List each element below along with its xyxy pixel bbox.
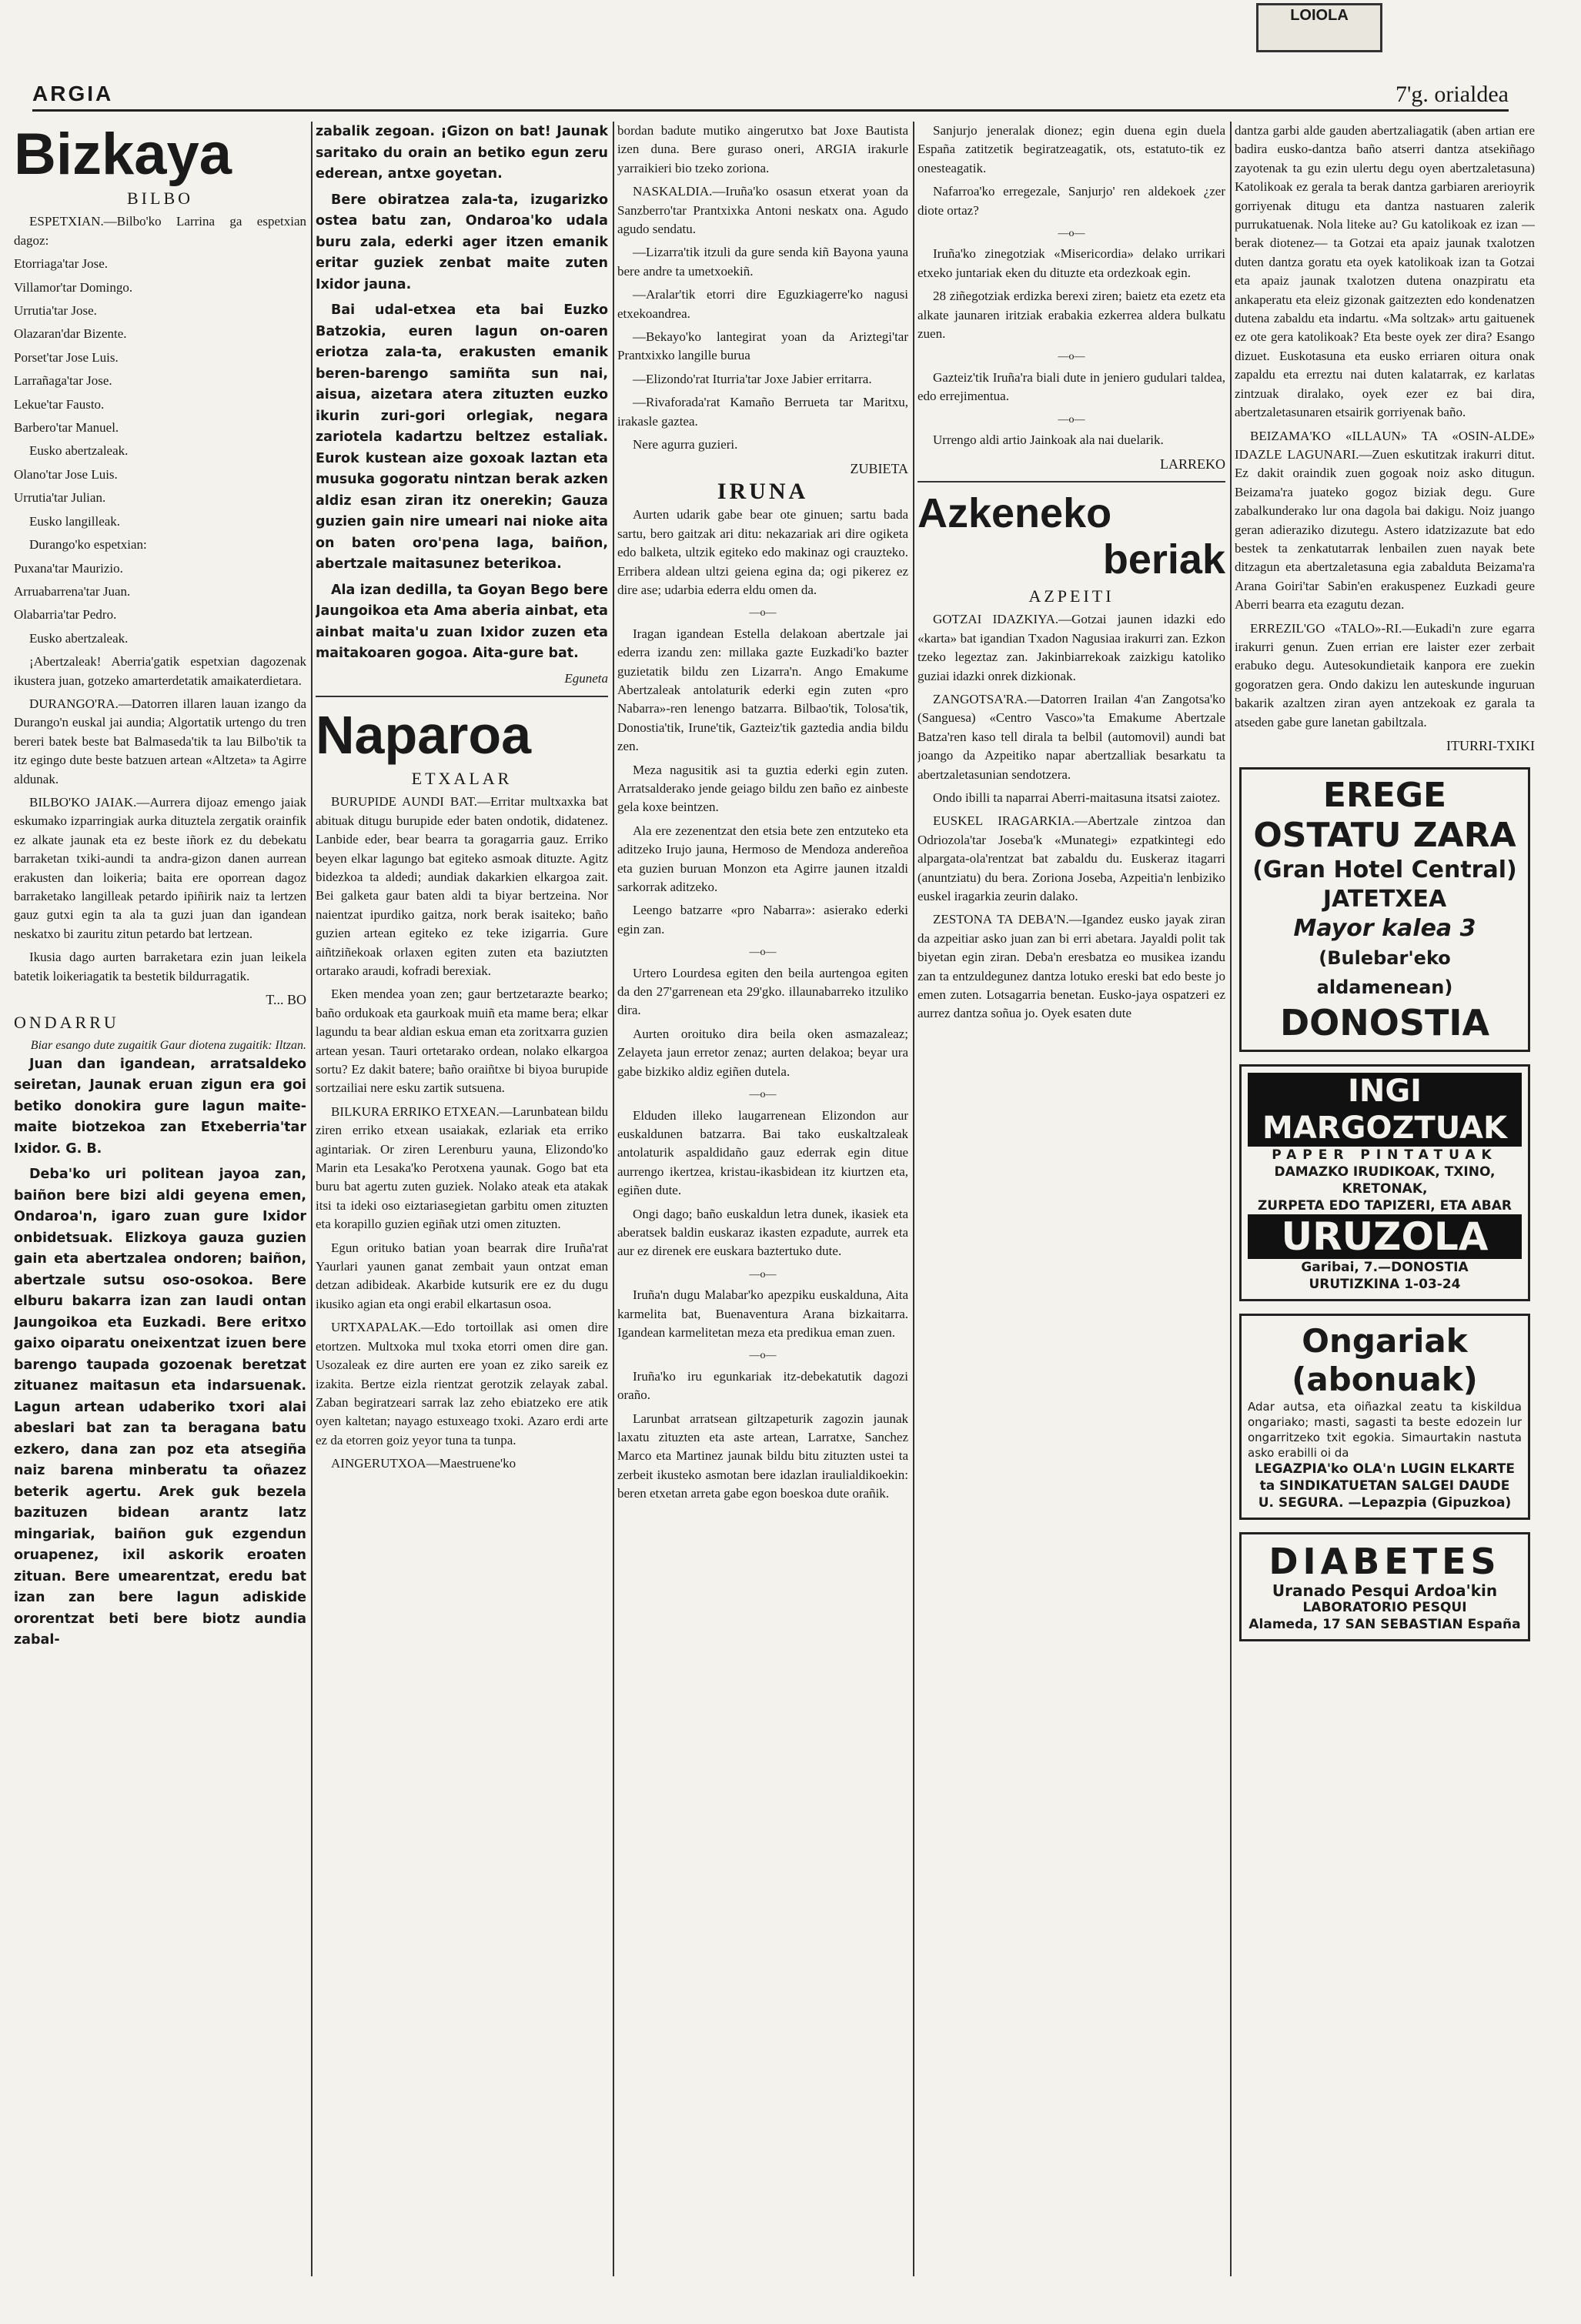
article-paragraph: Larunbat arratsean giltzapeturik zagozin jaunak laxatu zituzten eta aste artean, Larratxe, Sanchez Marco eta Martinez jaunak bildu bitu zituzten ustei ta zerbeit ikusteko asmotan bere idazlan iraulialdikoekin: beren etxetan arreta gabe egon boeskoa dute orañik. [617,1411,908,1501]
article-paragraph: Ondo ibilli ta naparrai Aberri-maitasuna itsatsi zaiotez. [933,790,1221,805]
ad-line: Garibai, 7.—DONOSTIA [1301,1260,1469,1276]
article-paragraph: Eusko langilleak. [29,513,121,529]
article-paragraph: AINGERUTXOA—Maestruene'ko [331,1456,516,1471]
ad-line: (Bulebar'eko aldamenean) [1316,947,1453,999]
article-paragraph: bordan badute mutiko aingerutxo bat Joxe Bautista izen duna. Bere guraso oneri, ARGIA irakurle yarraikieri bio tzeko zoriona. [617,123,908,175]
ad-headline: Ongariak (abonuak) [1292,1322,1478,1399]
article-paragraph: Eusko abertzaleak. [29,443,129,459]
library-stamp: LOIOLA [1256,3,1382,52]
column-3 [617,122,908,2276]
article-paragraph: Durango'ko espetxian: [29,537,147,553]
article-paragraph: DURANGO'RA.—Datorren illaren lauan izango da Durango'n euskal jai aundia; Algortatik urtengo du tren bereri batek beste bat Balmaseda'tik ta lau Bilbo'tik ta itz egingo dute beste batzuen artean «Altzeta» ta Agirre aldunak. [14,696,306,786]
list-item: Villamor'tar Domingo. [14,279,133,295]
subsection-ondarru: ONDARRU [14,1013,119,1033]
list-item: Puxana'tar Maurizio. [14,560,123,576]
list-item: Larrañaga'tar Jose. [14,373,112,389]
list-item: Urrutia'tar Jose. [14,303,97,319]
ad-headline: INGI MARGOZTUAK [1248,1073,1522,1147]
article-paragraph: Deba'ko uri politean jayoa zan, baiñon bere bizi aldi geyena emen, Ondaroa'n, igaro zuan gure Ixidor onbidetsuak. Elizkoya gauza guzien gain eta abertzalea ondoren; baiñon, abertzale sutsu oso-osokoa. Bere elburu bakarra izan zan Iaudi ontan Jaungoikoa eta Euzkadi. Bere eritxo gaixo oiparatu oneixentzat izuen bere barengo taupada gozoenak beretzat zituanez maitasun eta indarsuenak. Lagun artean udaberiko txori alai abeslari bat zan ta beragana batu ezkero, dana zan poz eta atsegiña naiz barena minberatu ta oñazez beterik agertu. Arek guk bezela bazituzen bidean arantz latz mingariak, baiñon guk ezgendun oruapenez, ixil askorik eroaten zituan. Bere umearentzat, eredu bat izan zan bere lagun adiskide ororentzat beti bere biotz aundia zabal- [14,1167,306,1648]
article-paragraph: Bere obiratzea zala-ta, izugarizko ostea batu zan, Ondaroa'ko udala buru zala, ederki ager itzen emanik eritar guziek zenbat maite zuten Ixidor jauna. [316,192,608,292]
article-paragraph: —Lizarra'tik itzuli da gure senda kiñ Bayona yauna bere andre ta umetxoekiñ. [617,245,908,279]
subsection-iruna: IRUNA [717,478,809,504]
article-paragraph: Ikusia dago aurten barraketara ezin juan leikela batetik loikeriagatik ta bestetik bildurragatik. [14,950,306,983]
subsection-azpeiti: AZPEITI [1028,586,1115,606]
ad-line: Alameda, 17 SAN SEBASTIAN España [1248,1617,1521,1633]
ad-line: DAMAZKO IRUDIKOAK, TXINO, KRETONAK, [1274,1164,1496,1197]
article-paragraph: ESPETXIAN.—Bilbo'ko Larrina ga espetxian dagoz: [14,214,306,248]
article-paragraph: —Elizondo'rat Iturria'tar Joxe Jabier erritarra. [633,371,872,386]
separator: —o— [749,607,777,619]
ad-headline: EREGE OSTATU ZARA [1253,776,1516,856]
article-paragraph: BILKURA ERRIKO ETXEAN.—Larunbatean bildu ziren erriko etxean usaiakak, ezlariak eta erriko agintariak. Or ziren Lerenburu yauna, Elizondo'ko Marin eta Lesaka'ko Perotxena yaunak. Gogo bat eta buru bat agertu zuten guziek. Nolako ateak eta atakak itsi ta ideki oso eiztariasegietan garbitu omen zituzten eta korapillo guzien egiñak utzi omen zituzten. [316,1104,608,1232]
article-paragraph: Ala izan dedilla, ta Goyan Bego bere Jaungoikoa eta Ama aberia ainbat, eta ainbat maita'u zuan Ixidor zuzen eta maitakoaren gogoa. Aita-gure bat. [316,582,608,661]
column-4 [918,122,1225,2276]
newspaper-name: ARGIA [32,82,114,105]
article-paragraph: ¡Abertzaleak! Aberria'gatik espetxian dagozenak ikustera juan, gotzeko amarterdetatik amaikaterdietara. [14,654,306,688]
article-paragraph: Nere agurra guzieri. [633,437,738,452]
article-paragraph: 28 ziñegotziak erdizka berexi ziren; baietz eta ezetz eta alkate jaunaren iritziak erabakia ezkerrea aldera bulkatu zuen. [918,289,1225,342]
article-paragraph: GOTZAI IDAZKIYA.—Gotzai jaunen idazki edo «karta» bat igandian Txadon Nagusiaa irakurri zan. Ezkon tzeko legeztaz zan. Jakinbiarrekoak zaizkigu katoliko guziai idazki onrek dizkionak. [918,612,1225,683]
ad-line: JATETXEA [1322,886,1447,913]
article-paragraph: Ongi dago; baño euskaldun letra dunek, ikasiek eta aberatsek baldin euskaraz ikasten ezpadute, aurrek eta aur ez direnek ere euskara baztertuko dute. [617,1206,908,1259]
column-1 [14,122,306,2276]
article-paragraph: zabalik zegoan. ¡Gizon on bat! Jaunak saritako du orain an betiko egun zeru ederean, antxe goyetan. [316,124,608,182]
article-paragraph: Elduden illeko laugarrenean Elizondon aur euskaldunen batzarra. Bai tako euskaltzaleak antolaturik aspaldidaño gauz ederrak egin ditue aurrengo ikertzea, kristau-ikasbidean itz kiurtzen eta, egiñen dute. [617,1107,908,1198]
ad-line: LABORATORIO PESQUI [1302,1600,1467,1616]
article-signature: ITURRI-TXIKI [1446,738,1535,753]
article-paragraph: ZESTONA TA DEBA'N.—Igandez eusko jayak ziran da azpeitiar asko juan zan bi erri abetara. Jayaldi polit tak biyetan egin ziran. Deba'n eresbatza eo musikea izandu zan ta entzuldegunez dantza lotuko ereski bat edo beste jo emen zuten. Lotsagarria benetan. Eusko-jaya ospatzeri ez aurrez dantza soñua jo. Oyek esaten dute [918,912,1225,1021]
ad-line: PAPER PINTATUAK [1272,1147,1498,1164]
article-paragraph: Eusko abertzaleak. [29,630,129,646]
list-item: Olazaran'dar Bizente. [14,326,127,342]
article-paragraph: Iruña'ko iru egunkariak itz-debekatutik dagozi oraño. [617,1368,908,1403]
article-paragraph: Aurten oroituko dira beila oken asmazaleaz; Zelayeta jaun erretor zenaz; aurten delakoa; beyar ura gabe bizkiko aldiz egiñen dutela. [617,1026,908,1079]
article-paragraph: Aurten udarik gabe bear ote ginuen; sartu bada sartu, bero gaitzak ari ditu: nekazariak ari dire ogiketa edo balketa, ultzik egiteko edo makinaz ogi crauzteko. Erribera aldean ultzi geiena egina da; ogi pikerez ez dire ase; udarbia ederra eldu omen da. [617,507,908,597]
ad-line: URUTIZKINA 1-03-24 [1309,1277,1461,1293]
subsection-etxalar: ETXALAR [411,768,513,788]
article-paragraph: BILBO'KO JAIAK.—Aurrera dijoaz emengo jaiak eskumako izparringiak aurka dituztela zergatik orainfik ez alkate jaunak eta ez beste iñork ez du debekatu barraketan txiki-aundi ta andra-gizon danen aurrean erakusten dan loikeria; baita ere oporrean dagoz barraketako langilleak petardo ipiñirik naiz ta lertzen gauz gutxi egin ta ala ta guzi juan dan igandean neskatxo bi zauritu zitun petardo bat lertzean. [14,794,306,941]
subsection-bilbo: BILBO [127,189,193,208]
article-paragraph: Leengo batzarre «pro Nabarra»: asierako ederki egin zan. [617,903,908,937]
section-title-bizkaya: Bizkaya [14,122,232,187]
article-paragraph: Sanjurjo jeneralak dionez; egin duena egin duela España zatitzetik begiratzeagatik, ots, estatuto-tik ez onesteagatik. [918,123,1225,175]
list-item: Olabarria'tar Pedro. [14,607,117,623]
separator: —o— [1058,413,1085,426]
separator: —o— [1058,351,1085,363]
section-title-azkeneko: Azkeneko [918,489,1112,536]
article-paragraph: Juan dan igandean, arratsaldeko seiretan, Jaunak eruan zigun era goi betiko donokira gure lagun maite-maite biotzekoa zan Etxeberria'tar Ixidor. G. B. [14,1056,306,1157]
column-divider [1230,122,1232,2276]
article-paragraph: dantza garbi alde gauden abertzaliagatik (aben artian ere badira eusko-dantza baño atserri dantza atsekiñago zayotenak ta gu ezin ulertu degu oyen abertzaletasuna) Katolikoak ez gerala ta berak dantza garbiaren arerioyrik gorriyenak ditugu eta dantza nastuaren zalerik purrukatuenak. Nola liteke au? Gu katolikoak ez izan —berak diotenez— ta Gotzai eta apaiz jaunak txalotzen duten dantza goratu eta oyek katolikoak izan ta Gotzai eta apaiz jaunak txalotzen dutena onazpiratu eta ankaperatu eta eleiz gizonak gaitzezten edo kondenatzen dutena zabaldu eta indartu. «Ma soltzak» artu gaituenek ez ote gera katolikoak? Eta beste oyek zer dira? Esango dizuet. Euskotasuna eta eusko erriaren oitura onak zapaldu eta erreztu nai duten kalatarrak, ez karlatas zintzuak diralako, oyek ezer ez bai dira, abertzaletasunaren etsairik gorriyenak baño. [1235,123,1535,420]
article-paragraph: Bai udal-etxea eta bai Euzko Batzokia, euren lagun on-oaren eriotza zala-ta, erakusten emanik beren-barengo samiñta sun nai, aisua, aizetara atera zituzten euzko ikurin zuri-gori orlegiak, negara zariotela kadartzu beltzez estaliak. Eurok kustean aize goxoak laztan eta musuka gogoratu nintzan berak azken aldiz esan ziran itz onerekin; Gauza guzien gain nire umeari nai nioke aita on baten oro'pena laga, baiñon, abertzale maitasunez beterikoa. [316,302,608,572]
article-paragraph: Iruña'n dugu Malabar'ko apezpiku euskalduna, Aita karmelita bat, Buenaventura Arana bizkaitarra. Igandean karmelitetan meza eta predikua eman zuen. [617,1287,908,1340]
ad-line: Mayor kalea 3 [1293,915,1476,943]
ad-line: ZURPETA EDO TAPIZERI, ETA ABAR [1257,1198,1512,1214]
separator: —o— [749,947,777,959]
fertilizer-advertisement [1239,1314,1530,1520]
article-paragraph: Iruña'ko zinegotziak «Misericordia» delako urrikari etxeko juntariak eken du dituzte eta ordezkoak egin. [918,246,1225,280]
list-item: Lekue'tar Fausto. [14,396,105,412]
wallpaper-advertisement [1239,1064,1530,1301]
ad-line: Adar autsa, eta oiñazkal zeatu ta kiskildua ongariako; masti, sagasti ta beste edozein lur ongarritzeko txit egokia. Simaurtakin nastuta asko erabilli oi da [1248,1400,1522,1461]
article-paragraph: Gazteiz'tik Iruña'ra biali dute in jeniero gudulari taldea, edo errejimentua. [918,369,1225,404]
article-paragraph: BEIZAMA'KO «ILLAUN» TA «OSIN-ALDE» IDAZLE LAGUNARI.—Zuen eskutitzak irakurri ditut. Ez dakit oraindik zuen gogoak noiz asko ditugun. Beizama'ra juateko gogoz biziak degu. Gure zabalkunderako lur ona dagola bai dakigu. Noiz juango geran adieraziko dizutegu. Astero idatzizazute bat edo bestek ta zenkatutarrak lenbailen zuen nayak bete ditzagun eta abertzaletasuna egia zabalduta Beizama'ra Arana Goiri'tar Sabin'en erakuspenez Euzkadi geure Aberri bearra eta ezagutu dezan. [1235,428,1535,613]
column-divider [311,122,313,2276]
diabetes-advertisement [1239,1532,1530,1641]
article-paragraph: EUSKEL IRAGARKIA.—Abertzale zintzoa dan Odriozola'tar Joseba'k «Munategi» ezpatkintegi edo alpargata-ola'rentzat bat zabaldu du. Euskeraz itagarri (anuntziatu) du bera. Zoriona Joseba, Azpeitia'n lenbiziko euskel iragarkia zeurin dalako. [918,813,1225,903]
hotel-advertisement [1239,767,1530,1052]
article-paragraph: Iragan igandean Estella delakoan abertzale jai ederra izandu zen: millaka gazte Euzkadi'ko bazter guzietatik bildu zen Lizarra'n. Ango Emakume Abertzaleak antolaturik ederki egin zuten «pro Nabarra»-ren lenengo batzarra. Bilbao'tik, Tolosa'tik, Donostia'tik, Irune'tik, Gazteiz'tik gaztedia andia bildu zen. [617,626,908,754]
list-item: Barbero'tar Manuel. [14,420,119,436]
article-paragraph: Eken mendea yoan zen; gaur bertzetarazte bearko; baño ordukoak eta gaurkoak muiñ eta mame bera; elkar lagundu ta bear aldian eskua eman eta zoritxarra guzien artean yesan. Tauri ortetarako ordean, nolako elkargoa sortu? Ez dakit batere; baño oraiñtxe bi biyoa burupide sortzailiai nere esku zartik sutsuena. [316,987,608,1096]
ad-headline: DIABETES [1268,1541,1501,1583]
article-paragraph: —Aralar'tik etorri dire Eguzkiagerre'ko nagusi etxekoandrea. [617,287,908,321]
list-item: Etorriaga'tar Jose. [14,256,109,272]
list-item: Arruabarrena'tar Juan. [14,583,131,599]
article-paragraph: NASKALDIA.—Iruña'ko osasun etxerat yoan da Sanzberro'tar Prantxixka Antoni neskatx ona. Agudo agudo sendatu. [617,184,908,237]
separator: —o— [749,1350,777,1362]
article-signature: ZUBIETA [850,460,908,476]
ad-name: U. SEGURA. [1258,1495,1344,1511]
article-paragraph: Egun orituko batian yoan bearrak dire Iruña'rat Yaurlari yaunen ganat zembait yaun ontzat eman detzan adibideak. Akarbide kutsurik ere ez du dugu ikusiko agian eta ongi erabil elkartasun osoa. [316,1240,608,1311]
ad-line: (Gran Hotel Central) [1252,856,1517,884]
section-title-naparoa: Naparoa [316,704,532,765]
page-header [32,77,1509,112]
separator: —o— [1058,228,1085,240]
separator: —o— [749,1268,777,1281]
section-title-beriak: beriak [1102,536,1225,583]
ad-brand: URUZOLA [1248,1214,1522,1259]
ad-line: LEGAZPIA'ko OLA'n LUGIN ELKARTE [1255,1461,1515,1478]
article-paragraph: Nafarroa'ko erregezale, Sanjurjo' ren aldekoek ¿zer diote ortaz? [918,184,1225,218]
list-item: Porset'tar Jose Luis. [14,349,119,365]
ad-place: —Lepazpia (Gipuzkoa) [1348,1495,1512,1511]
column-2 [316,122,608,2276]
article-paragraph: Urtero Lourdesa egiten den beila aurtengoa egiten da den 27'garrenean eta 29'gko. illaunabarreko itzuliko dira. [617,965,908,1018]
ad-line: ta SINDIKATUETAN SALGEI DAUDE [1259,1478,1510,1494]
article-paragraph: Meza nagusitik asi ta guztia ederki egin zuten. Arratsalderako jende geiago bildu zen baño ez ainbeste gela koxe beintzen. [617,762,908,815]
list-item: Urrutia'tar Julian. [14,490,106,506]
article-signature: Eguneta [564,670,608,686]
ad-line: Uranado Pesqui Ardoa'kin [1272,1581,1498,1601]
article-paragraph: Ala ere zezenentzat den etsia bete zen entzuteko eta aditzeko Irujo jauna, Hermoso de Mendoza andereñoa eta guzien buruan Monzon eta Agirre jaunen itzaldi sarkorrak aditzeko. [617,823,908,895]
article-paragraph: ERREZIL'GO «TALO»-RI.—Eukadi'n zure egarra irakurri genun. Zuen errian ere laister ezer zerbait erabuko degu. Autesokundietaik kanpora ere zuekin gogoratzen gera. Ondo dakizu len auteskunde inguruan bakarik azaltzen ziran ayen antzekoak ez garala ta atseden gabe gure lanetan gabiltzala. [1235,620,1535,730]
ad-line [1248,1494,1522,1511]
article-paragraph: URTXAPALAK.—Edo tortoillak asi omen dire etortzen. Multxoka mul txoka etorri omen dire gan. Usozaleak ez dire aurten ere yoan ez ziko sareik ez izakita. Bertze eizla rientzat gerotzik zelayak zabal. Zaban begiratzeari sarrak laz zeho ebiatzeko ere atik oyen kaltetan; nayago estuxeago txoki. Azaro erdi arte ez da etorren goiz yeyor tuna ta tunpa. [316,1320,608,1447]
section-divider [316,696,608,697]
section-divider [918,481,1225,482]
article-paragraph: Urrengo aldi artio Jainkoak ala nai duelarik. [933,432,1164,448]
article-signature: LARREKO [1160,456,1225,472]
column-divider [913,122,914,2276]
ad-line: DONOSTIA [1279,1002,1490,1044]
separator: —o— [749,1089,777,1101]
article-paragraph: —Bekayo'ko lantegirat yoan da Ariztegi'tar Prantxixko langille burua [617,329,908,363]
column-divider [613,122,614,2276]
article-paragraph: ZANGOTSA'RA.—Datorren Irailan 4'an Zangotsa'ko (Sanguesa) «Centro Vasco»'ta Emakume Abertzale Batza'ren kaso tell dirala ta belbil (automovil) aundi bat joango da Azpeitiko napar abertzalliak besarkatu ta abertzaletasunian sendotzera. [918,691,1225,782]
epigraph: Biar esango dute zugaitik Gaur diotena zugaitik: Iltzan. [30,1038,306,1052]
column-5 [1235,122,1535,2276]
page-number: 7'g. orialdea [1395,82,1509,107]
list-item: Olano'tar Jose Luis. [14,466,118,482]
article-paragraph: —Rivaforada'rat Kamaño Berrueta tar Maritxu, irakasle gaztea. [617,395,908,429]
article-signature: T... BO [266,992,306,1008]
article-paragraph: BURUPIDE AUNDI BAT.—Erritar multxaxka bat abituak ditugu burupide eder baten ondotik, didatenez. Lanbide eder, bear bearra ta goragarria gauz. Erriko beyen elkar lagungo bat egiteko asmoak dituzte. Agitz bidezkoa ta aldedi; aundiak dakarkien elkargoa zait. Bei galketa gaur baten aldi ta biyar bertzeina. Nor naientzat ipurdiko gaitza, nork berak isaiteko; baño guzien artean egiteko ez teke izigarria. Gure aiñtziñekoak orlaxen egiten zuten eta baziutzten ortarako araudi, kofradi berexiak. [316,794,608,978]
